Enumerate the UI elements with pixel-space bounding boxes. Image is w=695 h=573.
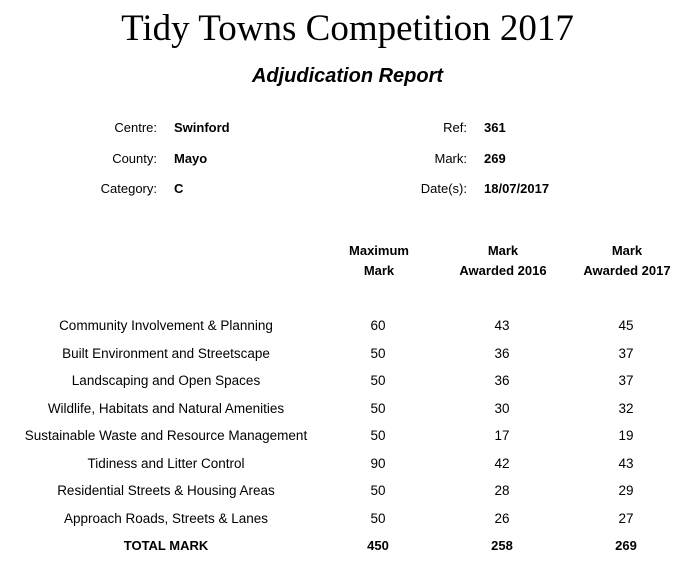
- col-header-2017-line1: Mark: [611, 243, 643, 258]
- dates-value: 18/07/2017: [484, 181, 550, 196]
- row-max-mark: 50: [370, 401, 386, 416]
- row-mark-2017: 37: [618, 373, 634, 388]
- total-mark-2016: 258: [491, 538, 513, 553]
- col-header-2016-line1: Mark: [487, 243, 519, 258]
- row-category: Tidiness and Litter Control: [87, 456, 245, 471]
- row-mark-2017: 37: [618, 346, 634, 361]
- row-max-mark: 50: [370, 346, 386, 361]
- row-category: Built Environment and Streetscape: [62, 346, 270, 361]
- row-mark-2016: 30: [494, 401, 510, 416]
- col-header-awarded-2017: [571, 241, 683, 281]
- col-header-max-line1: Maximum: [349, 243, 409, 258]
- col-header-2017-line2: Awarded 2017: [583, 263, 671, 278]
- row-max-mark: 90: [370, 456, 386, 471]
- row-mark-2016: 36: [494, 346, 510, 361]
- row-max-mark: 60: [370, 318, 386, 333]
- row-category: Wildlife, Habitats and Natural Amenities: [47, 401, 285, 416]
- row-mark-2016: 28: [494, 483, 510, 498]
- col-header-2016-line2: Awarded 2016: [459, 263, 547, 278]
- row-mark-2017: 32: [618, 401, 634, 416]
- row-max-mark: 50: [370, 373, 386, 388]
- row-category: Sustainable Waste and Resource Management: [24, 428, 308, 443]
- row-mark-2017: 19: [618, 428, 634, 443]
- total-mark-2017: 269: [615, 538, 637, 553]
- row-mark-2017: 43: [618, 456, 634, 471]
- total-label: TOTAL MARK: [123, 538, 209, 553]
- row-category: Approach Roads, Streets & Lanes: [63, 511, 269, 526]
- mark-label: Mark:: [434, 151, 467, 166]
- centre-value: Swinford: [174, 120, 230, 135]
- col-header-max-line2: Mark: [363, 263, 395, 278]
- row-mark-2016: 42: [494, 456, 510, 471]
- row-category: Residential Streets & Housing Areas: [57, 483, 275, 498]
- col-header-max-mark: [329, 241, 429, 281]
- centre-label: Centre:: [114, 120, 157, 135]
- row-mark-2016: 26: [494, 511, 510, 526]
- row-max-mark: 50: [370, 511, 386, 526]
- row-max-mark: 50: [370, 428, 386, 443]
- row-mark-2016: 43: [494, 318, 510, 333]
- row-mark-2016: 17: [494, 428, 510, 443]
- total-max-mark: 450: [367, 538, 389, 553]
- row-mark-2017: 27: [618, 511, 634, 526]
- mark-value: 269: [484, 151, 506, 166]
- county-label: County:: [112, 151, 157, 166]
- category-value: C: [174, 181, 184, 196]
- row-category: Landscaping and Open Spaces: [71, 373, 261, 388]
- ref-value: 361: [484, 120, 506, 135]
- col-header-awarded-2016: [447, 241, 559, 281]
- row-mark-2016: 36: [494, 373, 510, 388]
- row-category: Community Involvement & Planning: [59, 318, 273, 333]
- report-subtitle: Adjudication Report: [251, 65, 444, 87]
- row-max-mark: 50: [370, 483, 386, 498]
- category-label: Category:: [100, 181, 157, 196]
- report-title: Tidy Towns Competition 2017: [121, 8, 574, 49]
- county-value: Mayo: [174, 151, 208, 166]
- row-mark-2017: 45: [618, 318, 634, 333]
- ref-label: Ref:: [443, 120, 467, 135]
- dates-label: Date(s):: [420, 181, 467, 196]
- row-mark-2017: 29: [618, 483, 634, 498]
